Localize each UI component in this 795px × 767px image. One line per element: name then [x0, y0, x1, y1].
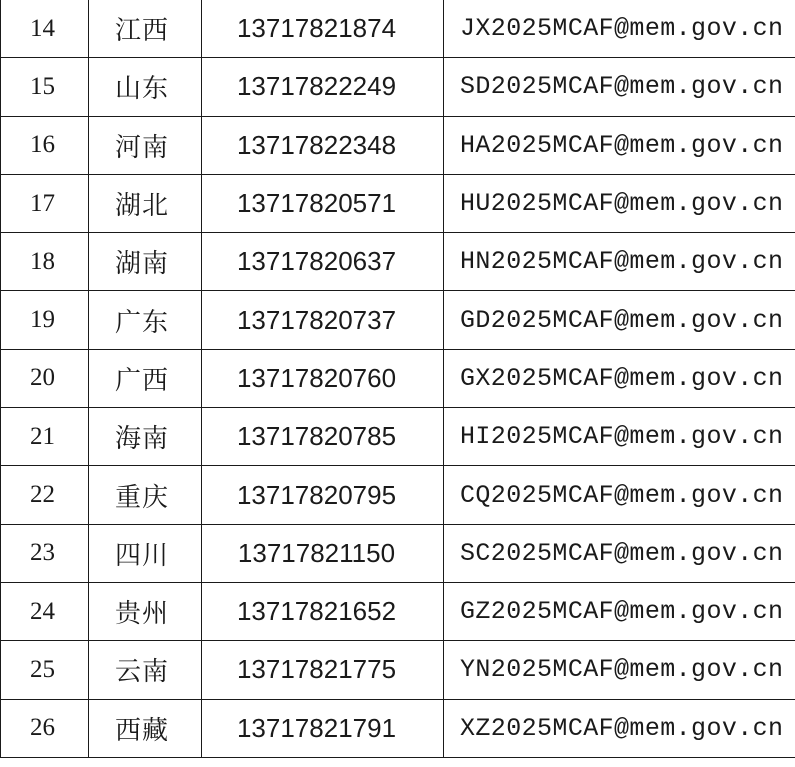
phone-cell: 13717821150	[202, 524, 444, 582]
email-cell: CQ2025MCAF@mem.gov.cn	[444, 466, 795, 524]
table-row	[1, 466, 795, 524]
table-row	[1, 349, 795, 407]
table-row	[1, 174, 795, 232]
province-cell: 贵州	[89, 582, 202, 640]
row-number-cell: 26	[1, 699, 89, 757]
phone-cell: 13717820571	[202, 174, 444, 232]
province-cell: 重庆	[89, 466, 202, 524]
province-cell: 广西	[89, 349, 202, 407]
phone-cell: 13717820785	[202, 408, 444, 466]
row-number-cell: 21	[1, 408, 89, 466]
phone-cell: 13717820760	[202, 349, 444, 407]
email-cell: HU2025MCAF@mem.gov.cn	[444, 174, 795, 232]
email-cell: HN2025MCAF@mem.gov.cn	[444, 233, 795, 291]
row-number-cell: 19	[1, 291, 89, 349]
row-number-cell: 22	[1, 466, 89, 524]
row-number-cell: 25	[1, 641, 89, 699]
email-cell: YN2025MCAF@mem.gov.cn	[444, 641, 795, 699]
email-cell: GD2025MCAF@mem.gov.cn	[444, 291, 795, 349]
table-row	[1, 233, 795, 291]
email-cell: HA2025MCAF@mem.gov.cn	[444, 116, 795, 174]
table-row	[1, 408, 795, 466]
table-row	[1, 524, 795, 582]
province-cell: 湖北	[89, 174, 202, 232]
table-row	[1, 291, 795, 349]
table-row	[1, 641, 795, 699]
province-cell: 山东	[89, 58, 202, 116]
province-cell: 云南	[89, 641, 202, 699]
province-cell: 西藏	[89, 699, 202, 757]
table-row	[1, 116, 795, 174]
province-cell: 河南	[89, 116, 202, 174]
contact-table-body	[1, 0, 795, 757]
phone-cell: 13717820637	[202, 233, 444, 291]
table-row	[1, 58, 795, 116]
phone-cell: 13717821791	[202, 699, 444, 757]
row-number-cell: 16	[1, 116, 89, 174]
phone-cell: 13717821874	[202, 0, 444, 58]
row-number-cell: 23	[1, 524, 89, 582]
email-cell: HI2025MCAF@mem.gov.cn	[444, 408, 795, 466]
phone-cell: 13717820737	[202, 291, 444, 349]
province-cell: 江西	[89, 0, 202, 58]
email-cell: SC2025MCAF@mem.gov.cn	[444, 524, 795, 582]
province-cell: 四川	[89, 524, 202, 582]
row-number-cell: 17	[1, 174, 89, 232]
row-number-cell: 14	[1, 0, 89, 58]
row-number-cell: 24	[1, 582, 89, 640]
email-cell: XZ2025MCAF@mem.gov.cn	[444, 699, 795, 757]
email-cell: GZ2025MCAF@mem.gov.cn	[444, 582, 795, 640]
row-number-cell: 15	[1, 58, 89, 116]
phone-cell: 13717820795	[202, 466, 444, 524]
table-row	[1, 699, 795, 757]
email-cell: GX2025MCAF@mem.gov.cn	[444, 349, 795, 407]
email-cell: SD2025MCAF@mem.gov.cn	[444, 58, 795, 116]
phone-cell: 13717821652	[202, 582, 444, 640]
email-cell: JX2025MCAF@mem.gov.cn	[444, 0, 795, 58]
table-row	[1, 582, 795, 640]
row-number-cell: 20	[1, 349, 89, 407]
phone-cell: 13717822249	[202, 58, 444, 116]
province-cell: 湖南	[89, 233, 202, 291]
phone-cell: 13717822348	[202, 116, 444, 174]
province-cell: 广东	[89, 291, 202, 349]
province-cell: 海南	[89, 408, 202, 466]
phone-cell: 13717821775	[202, 641, 444, 699]
row-number-cell: 18	[1, 233, 89, 291]
table-row	[1, 0, 795, 58]
